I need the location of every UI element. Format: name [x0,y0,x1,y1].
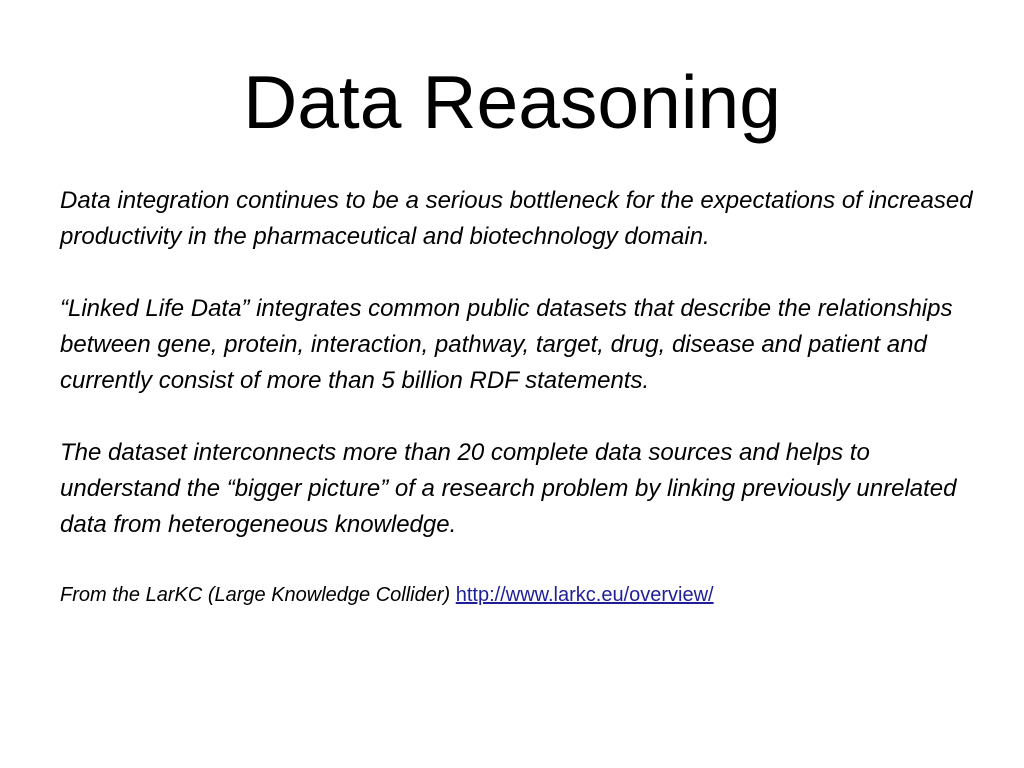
slide-body [60,183,980,629]
paragraph-dataset: The dataset interconnects more than 20 complete data sources and helps to understand the “bigger picture” of a research problem by linking previously unrelated data from heterogeneous knowledge. [60,439,957,538]
source-prefix: From the LarKC (Large Knowledge Collider) [60,584,456,606]
source-link[interactable]: http://www.larkc.eu/overview/ [455,584,714,606]
slide-title: Data Reasoning [243,60,781,144]
paragraph-linked-life-data: “Linked Life Data” integrates common public datasets that describe the relationships between gene, protein, interaction, pathway, target, drug, disease and patient and currently consist of more than 5 billion RDF statements. [60,295,953,394]
source-citation [60,581,980,609]
paragraph-integration: Data integration continues to be a serious bottleneck for the expectations of increased productivity in the pharmaceutical and biotechnology domain. [60,187,973,250]
